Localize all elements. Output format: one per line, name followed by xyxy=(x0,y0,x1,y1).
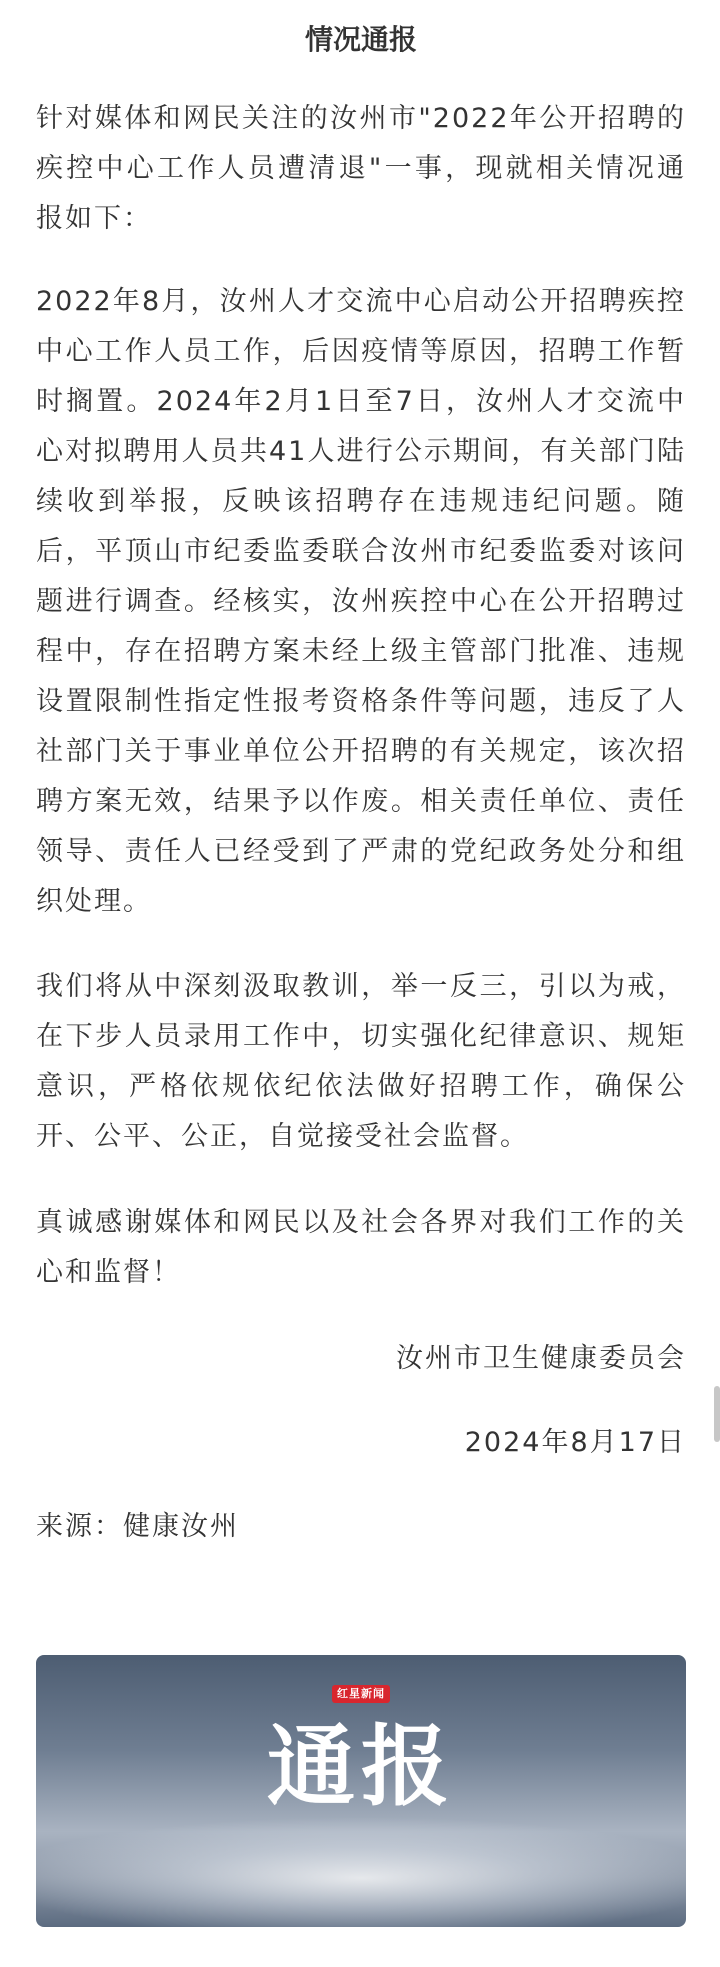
article xyxy=(36,0,686,1552)
source-line: 来源：健康汝州 xyxy=(36,1511,239,1542)
banner-image xyxy=(36,1655,686,1927)
thanks-paragraph: 真诚感谢媒体和网民以及社会各界对我们工作的关心和监督！ xyxy=(36,1207,686,1288)
signature-date: 2024年8月17日 xyxy=(464,1427,686,1458)
page-title: 情况通报 xyxy=(304,23,417,56)
intro-paragraph: 针对媒体和网民关注的汝州市"2022年公开招聘的疾控中心工作人员遭清退"一事，现就相关情况通报如下： xyxy=(36,103,686,234)
scrollbar-thumb[interactable] xyxy=(714,1386,720,1442)
lessons-paragraph: 我们将从中深刻汲取教训，举一反三，引以为戒，在下步人员录用工作中，切实强化纪律意识、规矩意识，严格依规依纪依法做好招聘工作，确保公开、公平、公正，自觉接受社会监督。 xyxy=(36,971,686,1152)
details-paragraph: 2022年8月，汝州人才交流中心启动公开招聘疾控中心工作人员工作，后因疫情等原因，招聘工作暂时搁置。2024年2月1日至7日，汝州人才交流中心对拟聘用人员共41人进行公示期间，有关部门陆续收到举报，反映该招聘存在违规违纪问题。随后，平顶山市纪委监委联合汝州市纪委监委对该问题进行调查。经核实，汝州疾控中心在公开招聘过程中，存在招聘方案未经上级主管部门批准、违规设置限制性指定性报考资格条件等问题，违反了人社部门关于事业单位公开招聘的有关规定，该次招聘方案无效，结果予以作废。相关责任单位、责任领导、责任人已经受到了严肃的党纪政务处分和组织处理。 xyxy=(36,286,686,917)
signature-organization: 汝州市卫生健康委员会 xyxy=(396,1343,686,1374)
brand-logo: 红星新闻 xyxy=(332,1685,390,1703)
banner-title: 通报 xyxy=(266,1715,455,1818)
